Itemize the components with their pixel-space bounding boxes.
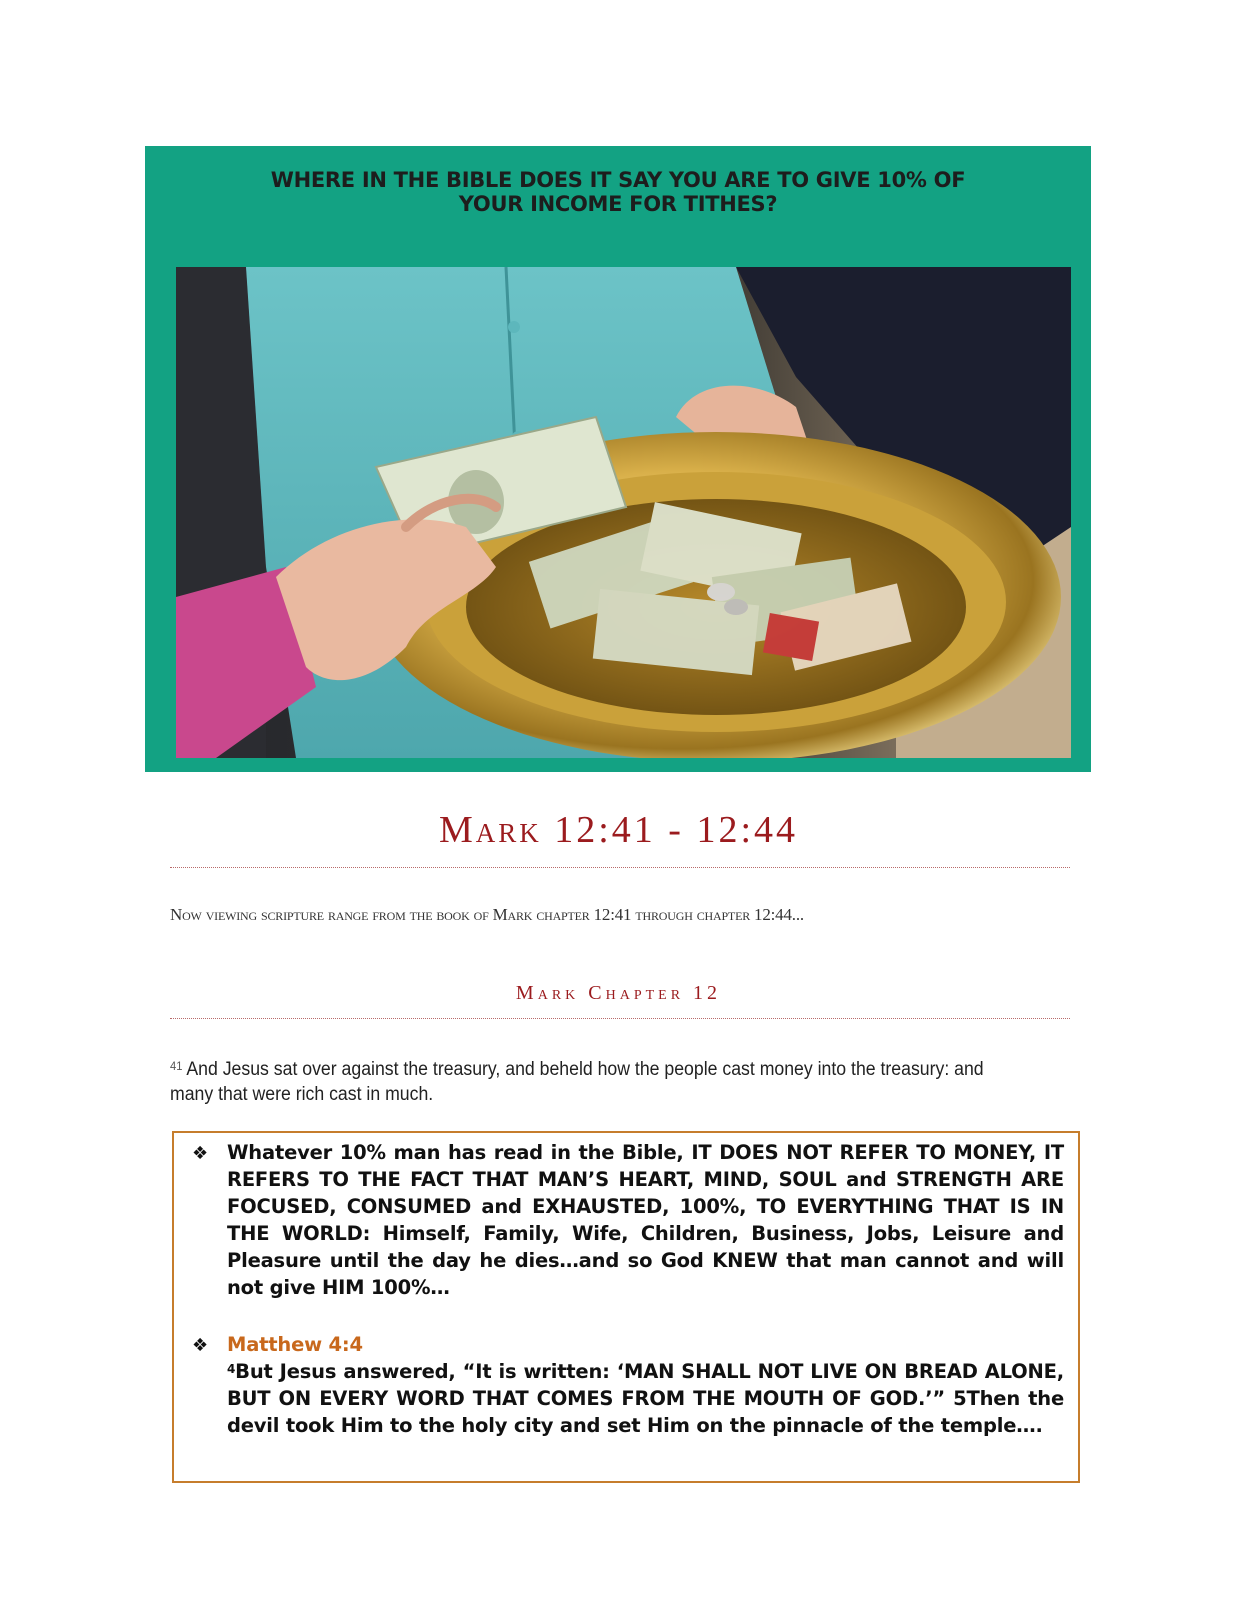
verse-41 bbox=[170, 1057, 988, 1107]
scripture-reference: Matthew 4:4 bbox=[227, 1333, 363, 1356]
title-divider bbox=[170, 867, 1070, 868]
commentary-item-text: Whatever 10% man has read in the Bible, IT DOES NOT REFER TO MONEY, IT REFERS TO THE FACT THAT MAN’S HEART, MIND, SOUL and STRENGTH ARE FOCUSED, CONSUMED and EXHAUSTED, 100%, TO EVERYTHING THAT IS IN THE WORLD: Himself, Family, Wife, Children, Business, Jobs, Leisure and Pleasure until the day he dies…and so God KNEW that man cannot and will not give HIM 100%… bbox=[227, 1141, 1064, 1299]
header-banner bbox=[145, 146, 1091, 772]
verse-text: And Jesus sat over against the treasury, and beheld how the people cast money into the treasury: and many that were rich cast in much. bbox=[170, 1059, 984, 1105]
commentary-item-content bbox=[227, 1331, 1064, 1439]
scripture-range-note: Now viewing scripture range from the book of Mark chapter 12:41 through chapter 12:44... bbox=[170, 905, 804, 924]
offering-plate-photo bbox=[176, 267, 1071, 758]
chapter-title: Mark Chapter 12 bbox=[515, 982, 722, 1004]
scripture-title: Mark 12:41 - 12:44 bbox=[438, 809, 799, 851]
commentary-box bbox=[172, 1131, 1080, 1483]
verse-number: 41 bbox=[170, 1059, 183, 1073]
reference-text: But Jesus answered, “It is written: ‘MAN SHALL NOT LIVE ON BREAD ALONE, BUT ON EVERY WORD THAT COMES FROM THE MOUTH OF GOD.’” 5Then the devil took Him to the holy city and set Him on the pinnacle of the temple…. bbox=[227, 1360, 1064, 1437]
banner-title-line-1: WHERE IN THE BIBLE DOES IT SAY YOU ARE TO GIVE 10% OF bbox=[270, 168, 966, 192]
banner-title-line-2: YOUR INCOME FOR TITHES? bbox=[458, 192, 778, 216]
diamond-bullet-icon: ❖ bbox=[192, 1335, 209, 1356]
diamond-bullet-icon: ❖ bbox=[192, 1143, 209, 1164]
reference-verse-number: 4 bbox=[227, 1362, 236, 1376]
banner-title bbox=[145, 168, 1091, 216]
offering-plate-illustration bbox=[176, 267, 1071, 758]
chapter-divider bbox=[170, 1018, 1070, 1019]
